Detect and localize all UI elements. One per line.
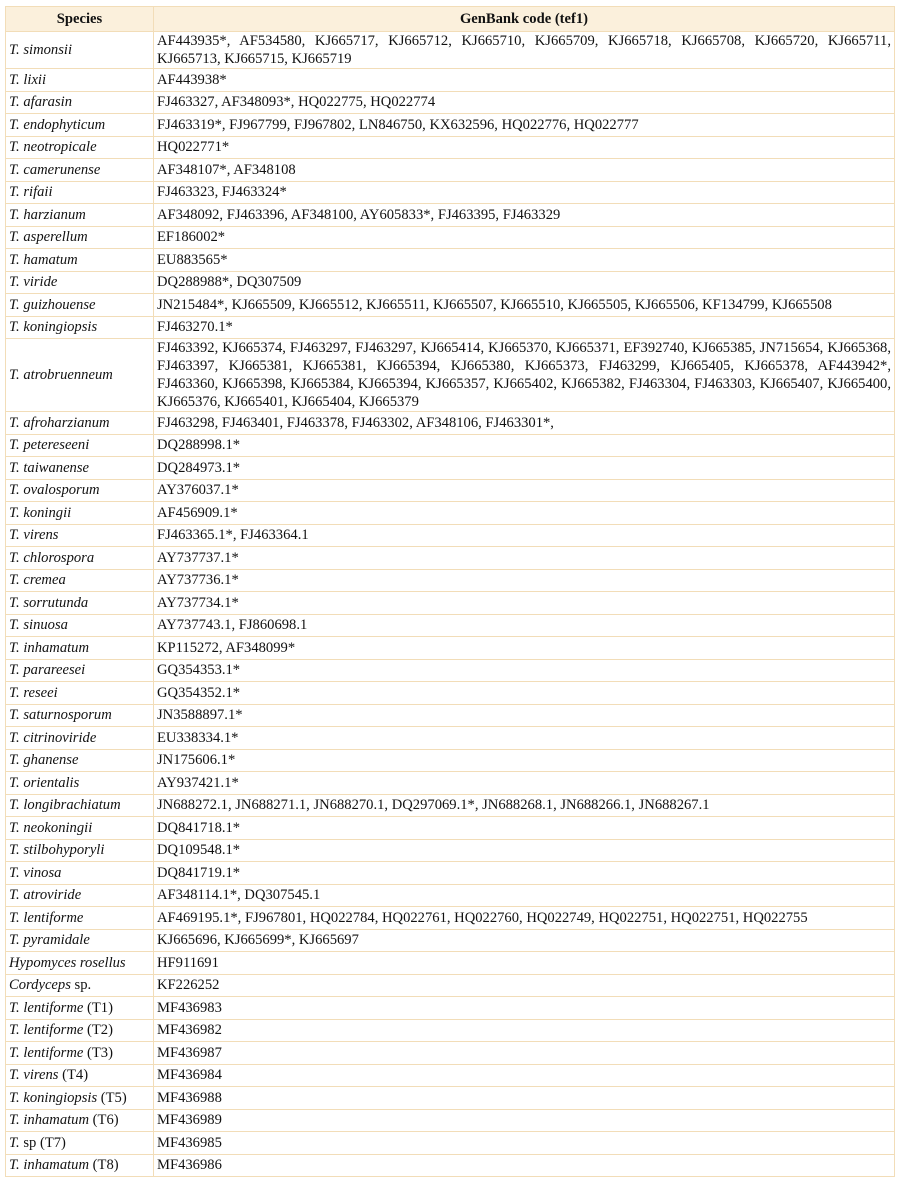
- species-cell: [6, 794, 154, 817]
- genus-name: T.: [9, 707, 20, 724]
- table-row: [6, 884, 895, 907]
- species-epithet: atroviride: [23, 887, 82, 904]
- species-cell: [6, 839, 154, 862]
- table-row: [6, 271, 895, 294]
- genus-name: T.: [9, 94, 20, 111]
- species-epithet: afarasin: [23, 94, 72, 111]
- genus-name: T.: [9, 251, 20, 268]
- species-epithet: petereseeni: [23, 437, 90, 454]
- species-cell: [6, 294, 154, 317]
- species-cell: [6, 249, 154, 272]
- genus-name: T.: [9, 229, 20, 246]
- species-epithet: guizhouense: [23, 296, 96, 313]
- genus-name: T.: [9, 161, 20, 178]
- table-row: [6, 316, 895, 339]
- table-row: [6, 502, 895, 525]
- genus-name: T.: [9, 504, 20, 521]
- table-row: [6, 974, 895, 997]
- genbank-code-cell: MF436984: [154, 1064, 895, 1087]
- species-epithet: inhamatum: [23, 1157, 90, 1174]
- genbank-code-cell: AY737743.1, FJ860698.1: [154, 614, 895, 637]
- genus-name: T.: [9, 414, 20, 431]
- genus-name: T.: [9, 206, 20, 223]
- isolate-label: sp (T7): [23, 1134, 66, 1151]
- species-cell: [6, 316, 154, 339]
- genus-name: T.: [9, 774, 20, 791]
- isolate-label: (T1): [87, 999, 113, 1016]
- species-cell: [6, 32, 154, 69]
- table-row: [6, 181, 895, 204]
- genbank-code-cell: FJ463270.1*: [154, 316, 895, 339]
- species-epithet: longibrachiatum: [23, 797, 121, 814]
- isolate-label: sp.: [74, 977, 92, 994]
- species-epithet: hamatum: [23, 251, 78, 268]
- table-row: [6, 1154, 895, 1177]
- species-cell: [6, 659, 154, 682]
- species-cell: [6, 952, 154, 975]
- table-header: [6, 7, 895, 32]
- genbank-code-cell: JN215484*, KJ665509, KJ665512, KJ665511, KJ665507, KJ665510, KJ665505, KJ665506, KF134799, KJ665508: [154, 294, 895, 317]
- genbank-code-cell: FJ463323, FJ463324*: [154, 181, 895, 204]
- species-cell: [6, 136, 154, 159]
- genbank-code-cell: FJ463327, AF348093*, HQ022775, HQ022774: [154, 91, 895, 114]
- species-epithet: sinuosa: [23, 617, 68, 634]
- species-epithet: koningii: [23, 504, 72, 521]
- species-epithet: inhamatum: [23, 1112, 90, 1129]
- species-epithet: orientalis: [23, 774, 80, 791]
- species-cell: [6, 271, 154, 294]
- genbank-code-cell: AY737734.1*: [154, 592, 895, 615]
- genus-name: T.: [9, 296, 20, 313]
- table-row: [6, 412, 895, 435]
- table-row: [6, 592, 895, 615]
- genus-name: T.: [9, 139, 20, 156]
- species-epithet: rifaii: [23, 184, 53, 201]
- genus-name: T.: [9, 1022, 20, 1039]
- species-cell: [6, 592, 154, 615]
- species-epithet: lentiforme: [23, 1022, 84, 1039]
- species-cell: [6, 1042, 154, 1065]
- table-row: [6, 91, 895, 114]
- species-cell: [6, 997, 154, 1020]
- isolate-label: (T4): [62, 1067, 89, 1084]
- genbank-code-cell: AF348114.1*, DQ307545.1: [154, 884, 895, 907]
- genus-name: T.: [9, 797, 20, 814]
- genus-name: T.: [9, 819, 20, 836]
- species-cell: [6, 1064, 154, 1087]
- species-cell: [6, 974, 154, 997]
- genbank-code-cell: HF911691: [154, 952, 895, 975]
- species-cell: [6, 772, 154, 795]
- species-cell: [6, 114, 154, 137]
- genbank-code-cell: DQ288988*, DQ307509: [154, 271, 895, 294]
- genbank-code-cell: MF436982: [154, 1019, 895, 1042]
- species-epithet: taiwanense: [23, 459, 90, 476]
- species-epithet: simonsii: [23, 42, 72, 58]
- genbank-code-cell: JN3588897.1*: [154, 704, 895, 727]
- table-row: [6, 1087, 895, 1110]
- table-row: [6, 637, 895, 660]
- genus-name: T.: [9, 71, 20, 88]
- genus-name: T.: [9, 319, 20, 336]
- table-row: [6, 839, 895, 862]
- species-epithet: ghanense: [23, 752, 79, 769]
- table-row: [6, 772, 895, 795]
- species-cell: [6, 524, 154, 547]
- species-epithet: vinosa: [23, 864, 62, 881]
- genbank-code-cell: FJ463365.1*, FJ463364.1: [154, 524, 895, 547]
- table-row: [6, 524, 895, 547]
- species-cell: [6, 181, 154, 204]
- species-cell: [6, 749, 154, 772]
- species-cell: [6, 204, 154, 227]
- species-epithet: citrinoviride: [23, 729, 97, 746]
- table-row: [6, 294, 895, 317]
- genbank-code-cell: AY737737.1*: [154, 547, 895, 570]
- species-epithet: endophyticum: [23, 116, 106, 133]
- table-row: [6, 614, 895, 637]
- table-row: [6, 952, 895, 975]
- genus-name: T.: [9, 1112, 20, 1129]
- species-epithet: ovalosporum: [23, 482, 100, 499]
- species-epithet: lentiforme: [23, 1044, 84, 1061]
- genus-name: T.: [9, 842, 20, 859]
- table-row: [6, 749, 895, 772]
- genus-name: T.: [9, 549, 20, 566]
- isolate-label: (T5): [100, 1089, 127, 1106]
- table-row: [6, 569, 895, 592]
- species-cell: [6, 614, 154, 637]
- species-epithet: afroharzianum: [23, 414, 110, 431]
- species-cell: [6, 479, 154, 502]
- genus-name: T.: [9, 594, 20, 611]
- genus-name: T.: [9, 999, 20, 1016]
- genus-name: T.: [9, 274, 20, 291]
- genus-name: T.: [9, 639, 20, 656]
- genus-name: T.: [9, 1157, 20, 1174]
- species-cell: [6, 457, 154, 480]
- genus-name: T.: [9, 1089, 20, 1106]
- species-cell: [6, 226, 154, 249]
- table-row: [6, 929, 895, 952]
- species-epithet: pyramidale: [23, 932, 90, 949]
- species-cell: [6, 862, 154, 885]
- table-row: [6, 479, 895, 502]
- table-row: [6, 114, 895, 137]
- species-epithet: atrobruenneum: [23, 367, 113, 383]
- species-epithet: virens: [23, 527, 59, 544]
- genbank-code-cell: DQ841719.1*: [154, 862, 895, 885]
- genus-name: T.: [9, 887, 20, 904]
- genbank-code-cell: AF348107*, AF348108: [154, 159, 895, 182]
- species-epithet: lixii: [23, 71, 47, 88]
- species-epithet: viride: [23, 274, 58, 291]
- genbank-code-cell: MF436988: [154, 1087, 895, 1110]
- genus-name: T.: [9, 662, 20, 679]
- genus-name: Hypomyces: [9, 954, 77, 971]
- genbank-code-cell: MF436986: [154, 1154, 895, 1177]
- species-epithet: cremea: [23, 572, 66, 589]
- genbank-code-column-header: GenBank code (tef1): [154, 7, 895, 32]
- species-cell: [6, 1087, 154, 1110]
- species-column-header: Species: [6, 7, 154, 32]
- genbank-code-cell: EU883565*: [154, 249, 895, 272]
- genbank-code-cell: DQ284973.1*: [154, 457, 895, 480]
- species-cell: [6, 1109, 154, 1132]
- species-cell: [6, 502, 154, 525]
- table-row: [6, 704, 895, 727]
- genbank-code-cell: AY937421.1*: [154, 772, 895, 795]
- species-cell: [6, 69, 154, 92]
- genbank-code-cell: AF443935*, AF534580, KJ665717, KJ665712, KJ665710, KJ665709, KJ665718, KJ665708, KJ665720, KJ665711, KJ665713, KJ665715, KJ665719: [154, 32, 895, 69]
- table-row: [6, 136, 895, 159]
- table-row: [6, 1064, 895, 1087]
- genus-name: T.: [9, 116, 20, 133]
- table-row: [6, 997, 895, 1020]
- species-cell: [6, 547, 154, 570]
- genus-name: T.: [9, 184, 20, 201]
- genbank-code-cell: MF436985: [154, 1132, 895, 1155]
- genbank-code-cell: FJ463319*, FJ967799, FJ967802, LN846750, KX632596, HQ022776, HQ022777: [154, 114, 895, 137]
- table-row: [6, 1109, 895, 1132]
- species-epithet: inhamatum: [23, 639, 90, 656]
- species-cell: [6, 1154, 154, 1177]
- table-row: [6, 727, 895, 750]
- species-epithet: asperellum: [23, 229, 88, 246]
- species-epithet: parareesei: [23, 662, 86, 679]
- table-row: [6, 907, 895, 930]
- species-epithet: stilbohyporyli: [23, 842, 105, 859]
- genus-name: T.: [9, 864, 20, 881]
- genbank-code-cell: MF436989: [154, 1109, 895, 1132]
- table-row: [6, 1132, 895, 1155]
- genus-name: T.: [9, 437, 20, 454]
- genus-name: T.: [9, 459, 20, 476]
- genbank-code-cell: JN688272.1, JN688271.1, JN688270.1, DQ297069.1*, JN688268.1, JN688266.1, JN688267.1: [154, 794, 895, 817]
- table-row: [6, 32, 895, 69]
- species-epithet: neokoningii: [23, 819, 93, 836]
- table-row: [6, 547, 895, 570]
- species-epithet: reseei: [23, 684, 58, 701]
- species-cell: [6, 637, 154, 660]
- genus-name: T.: [9, 1067, 20, 1084]
- header-row: [6, 7, 895, 32]
- table-row: [6, 69, 895, 92]
- table-row: [6, 226, 895, 249]
- species-cell: [6, 412, 154, 435]
- table-row: [6, 249, 895, 272]
- table-row: [6, 794, 895, 817]
- genbank-code-cell: EU338334.1*: [154, 727, 895, 750]
- species-cell: [6, 682, 154, 705]
- genus-name: T.: [9, 1044, 20, 1061]
- table-row: [6, 204, 895, 227]
- species-epithet: koningiopsis: [23, 319, 98, 336]
- table-row: [6, 817, 895, 840]
- species-cell: [6, 727, 154, 750]
- species-cell: [6, 817, 154, 840]
- genus-name: T.: [9, 482, 20, 499]
- genbank-code-cell: HQ022771*: [154, 136, 895, 159]
- genbank-code-cell: AY376037.1*: [154, 479, 895, 502]
- genbank-code-cell: DQ288998.1*: [154, 434, 895, 457]
- genbank-code-cell: GQ354353.1*: [154, 659, 895, 682]
- genus-name: T.: [9, 367, 20, 383]
- table-row: [6, 1019, 895, 1042]
- genbank-code-cell: AF443938*: [154, 69, 895, 92]
- isolate-label: (T2): [87, 1022, 113, 1039]
- table-row: [6, 339, 895, 412]
- species-cell: [6, 907, 154, 930]
- genbank-code-cell: JN175606.1*: [154, 749, 895, 772]
- table-row: [6, 1042, 895, 1065]
- species-cell: [6, 569, 154, 592]
- isolate-label: (T8): [92, 1157, 119, 1174]
- species-epithet: rosellus: [79, 954, 126, 971]
- genus-name: T.: [9, 617, 20, 634]
- genus-name: T.: [9, 684, 20, 701]
- genus-name: Cordyceps: [9, 977, 71, 994]
- species-epithet: neotropicale: [23, 139, 97, 156]
- table-row: [6, 434, 895, 457]
- genbank-code-cell: FJ463298, FJ463401, FJ463378, FJ463302, AF348106, FJ463301*,: [154, 412, 895, 435]
- genus-name: T.: [9, 527, 20, 544]
- genus-name: T.: [9, 909, 20, 926]
- genbank-code-cell: DQ841718.1*: [154, 817, 895, 840]
- species-cell: [6, 884, 154, 907]
- genus-name: T.: [9, 1134, 20, 1151]
- genbank-code-cell: KJ665696, KJ665699*, KJ665697: [154, 929, 895, 952]
- species-cell: [6, 929, 154, 952]
- genus-name: T.: [9, 572, 20, 589]
- table-body: [6, 32, 895, 1177]
- species-epithet: virens: [23, 1067, 59, 1084]
- species-table-container: [5, 6, 894, 1177]
- species-cell: [6, 434, 154, 457]
- genbank-code-cell: FJ463392, KJ665374, FJ463297, FJ463297, KJ665414, KJ665370, KJ665371, EF392740, KJ665385, JN715654, KJ665368, FJ463397, KJ665381, KJ665381, KJ665394, KJ665380, KJ665373, FJ463299, KJ665405, KJ665378, AF443942*, FJ463360, KJ665398, KJ665384, KJ665394, KJ665357, KJ665402, KJ665382, FJ463304, FJ463303, KJ665407, KJ665400, KJ665376, KJ665401, KJ665404, KJ665379: [154, 339, 895, 412]
- genbank-code-cell: AF456909.1*: [154, 502, 895, 525]
- genus-name: T.: [9, 729, 20, 746]
- genus-name: T.: [9, 42, 20, 58]
- genbank-code-cell: KP115272, AF348099*: [154, 637, 895, 660]
- species-epithet: camerunense: [23, 161, 101, 178]
- species-cell: [6, 339, 154, 412]
- genbank-code-cell: GQ354352.1*: [154, 682, 895, 705]
- isolate-label: (T3): [87, 1044, 113, 1061]
- table-row: [6, 159, 895, 182]
- genus-name: T.: [9, 932, 20, 949]
- species-genbank-table: [5, 6, 895, 1177]
- species-epithet: harzianum: [23, 206, 86, 223]
- species-epithet: chlorospora: [23, 549, 95, 566]
- genbank-code-cell: EF186002*: [154, 226, 895, 249]
- species-epithet: lentiforme: [23, 909, 84, 926]
- species-epithet: koningiopsis: [23, 1089, 98, 1106]
- genbank-code-cell: DQ109548.1*: [154, 839, 895, 862]
- table-row: [6, 862, 895, 885]
- species-cell: [6, 91, 154, 114]
- isolate-label: (T6): [92, 1112, 119, 1129]
- table-row: [6, 682, 895, 705]
- genbank-code-cell: KF226252: [154, 974, 895, 997]
- species-cell: [6, 159, 154, 182]
- species-epithet: sorrutunda: [23, 594, 89, 611]
- species-epithet: saturnosporum: [23, 707, 112, 724]
- table-row: [6, 457, 895, 480]
- genbank-code-cell: AF469195.1*, FJ967801, HQ022784, HQ022761, HQ022760, HQ022749, HQ022751, HQ022751, HQ022755: [154, 907, 895, 930]
- genbank-code-cell: MF436987: [154, 1042, 895, 1065]
- genbank-code-cell: AF348092, FJ463396, AF348100, AY605833*, FJ463395, FJ463329: [154, 204, 895, 227]
- species-cell: [6, 704, 154, 727]
- species-cell: [6, 1019, 154, 1042]
- genbank-code-cell: MF436983: [154, 997, 895, 1020]
- genbank-code-cell: AY737736.1*: [154, 569, 895, 592]
- species-cell: [6, 1132, 154, 1155]
- species-epithet: lentiforme: [23, 999, 84, 1016]
- table-row: [6, 659, 895, 682]
- genus-name: T.: [9, 752, 20, 769]
